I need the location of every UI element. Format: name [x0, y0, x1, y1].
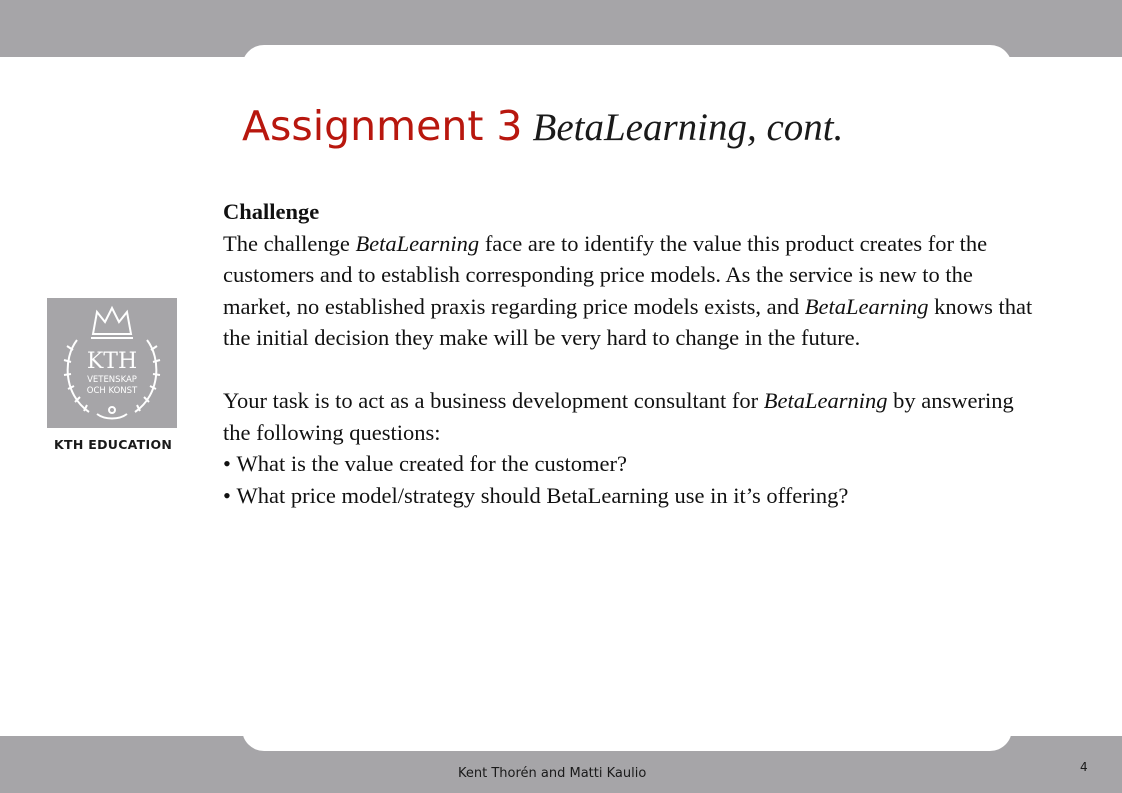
para1-text-1: The challenge [223, 230, 356, 256]
para1-text-2: face are to identify the value this product creates for the customers and to establish corresponding price models. As the service is new to the market, no established praxis regarding price models exists, and [223, 230, 988, 319]
kth-seal-icon [47, 298, 177, 428]
para1-emphasis-1: BetaLearning [355, 230, 480, 256]
section-heading: Challenge [223, 199, 320, 224]
page-number: 4 [1080, 760, 1088, 774]
para1-emphasis-2: BetaLearning [804, 293, 929, 319]
seal-text-main: KTH [86, 349, 138, 374]
seal-text-line1: VETENSKAP [87, 375, 137, 385]
paragraph-gap [223, 354, 1033, 386]
bullet-text: What is the value created for the customer? [236, 451, 627, 476]
challenge-paragraph [223, 228, 1033, 354]
logo-caption: KTH EDUCATION [54, 437, 173, 452]
bullet-item: • What price model/strategy should BetaLearning use in it’s offering? [223, 482, 849, 508]
para2-text-1: Your task is to act as a business development consultant for [223, 388, 764, 413]
title-main: Assignment 3 [242, 102, 523, 150]
para2-emphasis-1: BetaLearning [763, 388, 888, 413]
para2-text-2: by answering the following questions: [223, 388, 1014, 445]
bullet-text: What price model/strategy should BetaLearning use in it’s offering? [236, 482, 849, 508]
slide-body [223, 196, 1033, 511]
bullet-item: • What is the value created for the customer? [223, 451, 627, 476]
footer-authors: Kent Thorén and Matti Kaulio [458, 766, 647, 781]
slide-title [242, 102, 844, 150]
title-sub: BetaLearning, cont. [532, 106, 844, 149]
seal-text-line2: OCH KONST [86, 386, 138, 396]
kth-logo [47, 298, 177, 428]
task-paragraph [223, 385, 1033, 448]
para1-text-3: knows that the initial decision they make will be very hard to change in the future. [223, 293, 1033, 350]
